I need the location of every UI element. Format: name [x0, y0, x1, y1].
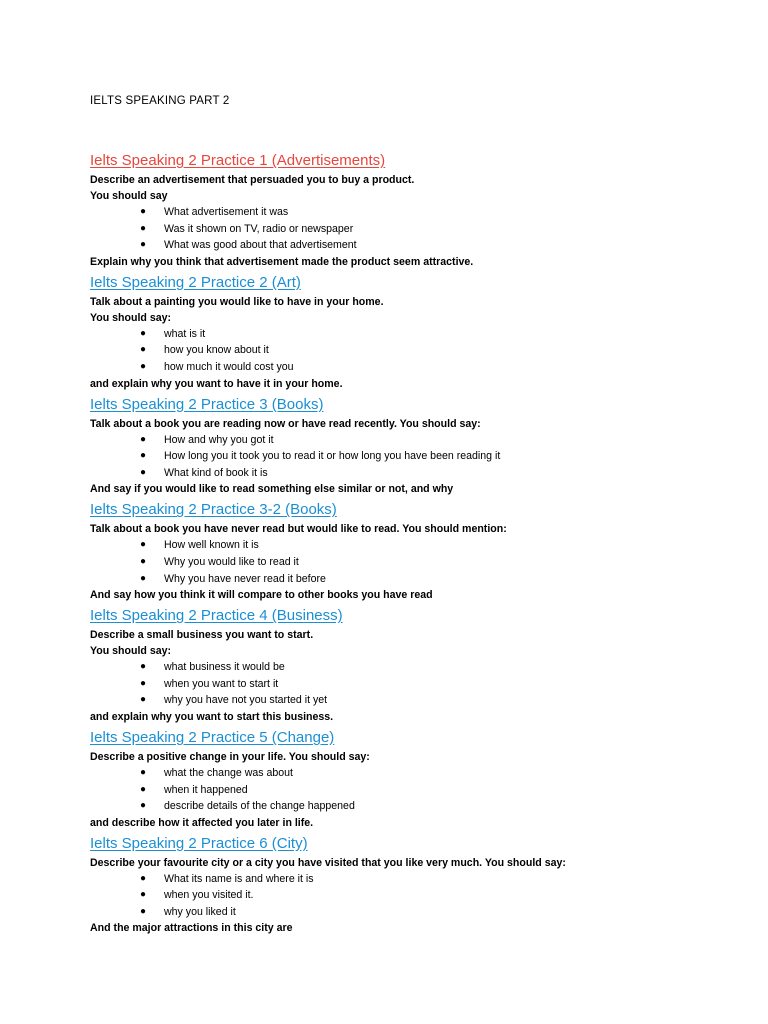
bullet-icon: ●	[140, 222, 147, 234]
section-books-2	[90, 499, 730, 603]
section-closing: Explain why you think that advertisement made the product seem attractive.	[90, 255, 474, 268]
list-item: ● how much it would cost you	[140, 359, 730, 376]
section-closing: And say if you would like to read something else similar or not, and why	[90, 483, 454, 496]
section-prompt: Describe your favourite city or a city you have visited that you like very much. You should say:	[90, 856, 566, 869]
list-item: ● What was good about that advertisement	[140, 237, 730, 254]
bullet-icon: ●	[140, 783, 147, 795]
bullet-list	[90, 432, 730, 482]
section-prompt: Describe an advertisement that persuaded you to buy a product.	[90, 174, 415, 186]
section-city	[90, 833, 730, 937]
list-item: ● Why you would like to read it	[140, 554, 730, 571]
bullet-icon: ●	[140, 239, 147, 251]
section-closing: And say how you think it will compare to other books you have read	[90, 589, 433, 602]
list-item: ● when it happened	[140, 782, 730, 799]
bullet-icon: ●	[140, 661, 147, 673]
list-item: ● why you have not you started it yet	[140, 692, 730, 709]
section-title-link[interactable]: Ielts Speaking 2 Practice 4 (Business)	[90, 607, 343, 625]
section-change	[90, 727, 730, 831]
section-lead: You should say	[90, 190, 168, 202]
bullet-list	[90, 659, 730, 709]
bullet-icon: ●	[140, 905, 147, 917]
list-item: ● how you know about it	[140, 342, 730, 359]
document-content	[90, 150, 730, 938]
list-item: ● what business it would be	[140, 659, 730, 676]
list-item: ● describe details of the change happened	[140, 798, 730, 815]
bullet-icon: ●	[140, 694, 147, 706]
bullet-list	[90, 765, 730, 815]
section-lead: You should say:	[90, 311, 172, 324]
bullet-icon: ●	[140, 800, 147, 812]
section-title-link[interactable]: Ielts Speaking 2 Practice 5 (Change)	[90, 728, 335, 746]
bullet-icon: ●	[140, 555, 147, 567]
section-title-link[interactable]: Ielts Speaking 2 Practice 3 (Books)	[90, 395, 324, 413]
section-prompt: Talk about a painting you would like to have in your home.	[90, 295, 384, 308]
list-item: ● why you liked it	[140, 904, 730, 921]
section-title-link[interactable]: Ielts Speaking 2 Practice 6 (City)	[90, 834, 308, 852]
list-item: ● What kind of book it is	[140, 465, 730, 482]
bullet-icon: ●	[140, 433, 147, 445]
bullet-icon: ●	[140, 450, 147, 462]
section-closing: and explain why you want to start this business.	[90, 710, 334, 723]
list-item: ● Was it shown on TV, radio or newspaper	[140, 221, 730, 238]
document-title: IELTS SPEAKING PART 2	[90, 95, 230, 107]
bullet-list	[90, 871, 730, 921]
list-item: ● What its name is and where it is	[140, 871, 730, 888]
section-advertisements	[90, 150, 730, 270]
list-item: ● when you want to start it	[140, 676, 730, 693]
bullet-icon: ●	[140, 344, 147, 356]
section-prompt: Describe a small business you want to start.	[90, 629, 314, 642]
section-closing: and describe how it affected you later in life.	[90, 816, 314, 829]
bullet-list	[90, 204, 730, 254]
list-item: ● How well known it is	[140, 537, 730, 554]
section-title-link[interactable]: Ielts Speaking 2 Practice 3-2 (Books)	[90, 501, 337, 519]
list-item: ● How and why you got it	[140, 432, 730, 449]
list-item: ● How long you it took you to read it or how long you have been reading it	[140, 448, 730, 465]
bullet-icon: ●	[140, 872, 147, 884]
bullet-list	[90, 326, 730, 376]
bullet-icon: ●	[140, 539, 147, 551]
list-item: ● what the change was about	[140, 765, 730, 782]
bullet-icon: ●	[140, 572, 147, 584]
section-prompt: Talk about a book you are reading now or have read recently. You should say:	[90, 417, 481, 430]
bullet-list	[90, 537, 730, 587]
bullet-icon: ●	[140, 206, 147, 217]
section-prompt: Describe a positive change in your life. You should say:	[90, 750, 370, 763]
bullet-icon: ●	[140, 360, 147, 372]
bullet-icon: ●	[140, 766, 147, 778]
section-books	[90, 394, 730, 498]
section-lead: You should say:	[90, 645, 172, 658]
bullet-icon: ●	[140, 677, 147, 689]
bullet-icon: ●	[140, 327, 147, 339]
section-title-link[interactable]: Ielts Speaking 2 Practice 2 (Art)	[90, 273, 301, 291]
section-business	[90, 605, 730, 725]
list-item: ● Why you have never read it before	[140, 571, 730, 588]
section-title-link[interactable]: Ielts Speaking 2 Practice 1 (Advertisements)	[90, 152, 386, 169]
section-closing: and explain why you want to have it in your home.	[90, 377, 343, 390]
list-item: ● What advertisement it was	[140, 204, 730, 221]
bullet-icon: ●	[140, 889, 147, 901]
bullet-icon: ●	[140, 466, 147, 478]
section-art	[90, 272, 730, 392]
section-closing: And the major attractions in this city are	[90, 922, 293, 935]
list-item: ● when you visited it.	[140, 887, 730, 904]
section-prompt: Talk about a book you have never read but would like to read. You should mention:	[90, 523, 507, 536]
list-item: ● what is it	[140, 326, 730, 343]
